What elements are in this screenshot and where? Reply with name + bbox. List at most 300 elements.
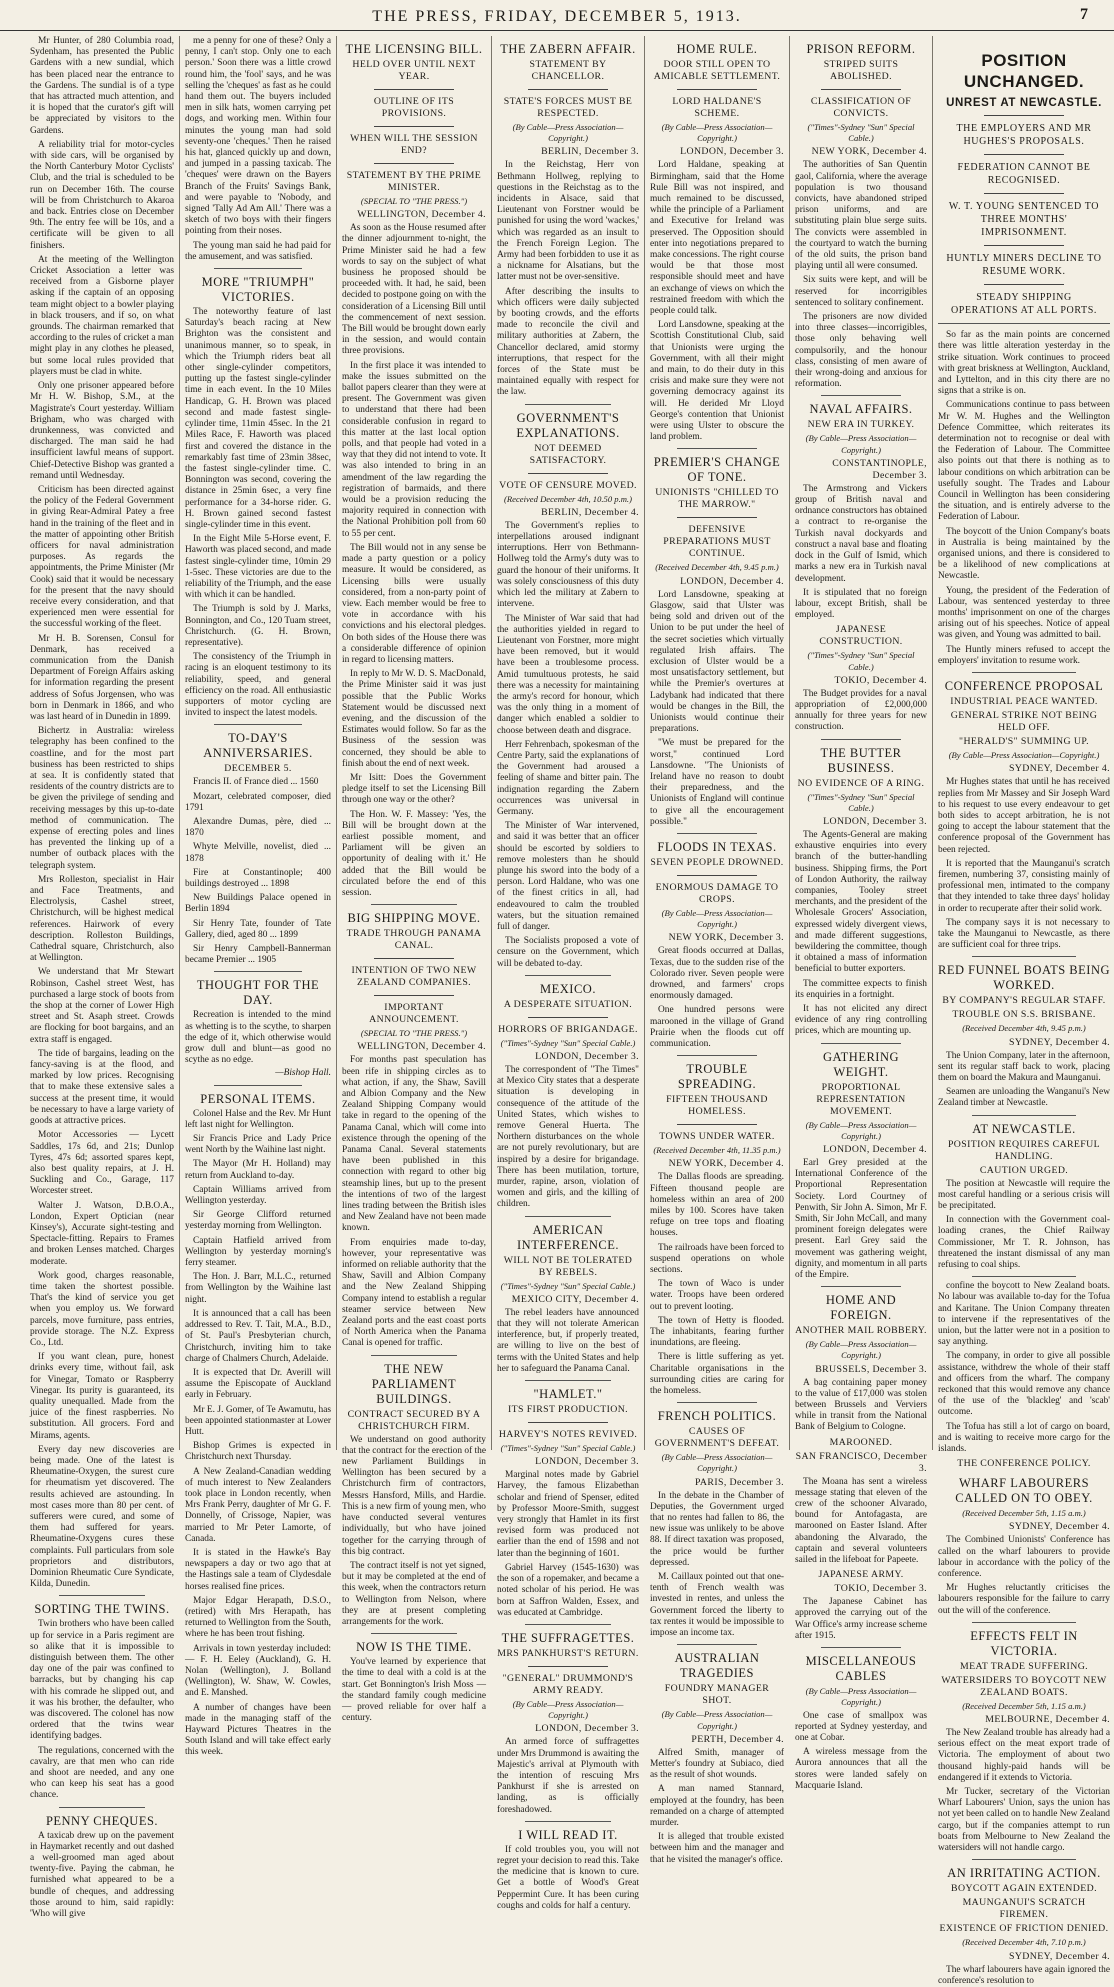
col4-paras1 (497, 160, 639, 398)
paragraph: Bishop Grimes is expected in Christchurch next Thursday. (185, 1441, 331, 1463)
paragraph: Mr H. B. Sorensen, Consul for Denmark, has received a communication from the Danish Department of Foreign Affairs asking for information regarding the present address of Sofus Jorgensen, who was born in Denmark in 1866, and who was last heard of in Dunedin in 1899. (30, 633, 174, 722)
divider (371, 1633, 457, 1634)
paragraph: After describing the insults to which officers were daily subjected by booting crowds, and the efforts made to reconcile the civil and military authorities at Zabern, the Chancellor declared, amid stormy interruptions, that respect for the forces of the State must be maintained equally with respect for the law. (497, 286, 639, 398)
heading-floods-texas: FLOODS IN TEXAS. (657, 839, 777, 854)
deck-french (650, 1426, 784, 1450)
paragraph: The Socialists proposed a vote of censure on the Government, which will be debated to-day. (497, 936, 639, 969)
paragraph: It is expected that Dr. Averill will assume the Episcopate of Auckland early in February. (185, 1367, 331, 1401)
deck-mexico (497, 999, 639, 1036)
column-3 (342, 36, 492, 1724)
paragraph: Francis II. of France died ... 1560 (193, 777, 319, 788)
paragraph: The Combined Unionists' Conference has called on the wharf labourers to provide labour in accordance with the policy of the conference. (938, 1535, 1110, 1580)
deck-hamlet (497, 1404, 639, 1441)
section-heading: AN IRRITATING ACTION. (947, 1866, 1101, 1881)
col5-paras3 (650, 946, 784, 1050)
sub-heading: STRIPED SUITS ABOLISHED. (823, 59, 899, 82)
paragraph: Lord Haldane, speaking at Birmingham, said that the Home Rule Bill was not inspired, and much remained to be discussed, while the principle of a Parliament and Executive for Ireland was preserved. The Opposition should enter into negotiations prepared to make concessions. The right course would be that those most responsible should meet and have an exchange of views on which the restrained freedom with which the people could talk. (650, 160, 784, 317)
divider (374, 163, 454, 164)
divider (677, 1124, 757, 1125)
dateline: BERLIN, December 3. (541, 146, 639, 158)
col6-paras2 (795, 484, 927, 621)
paragraph: Bichertz in Australia: wireless telegraphy has been confined to the coastline, and for the most part business has been restricted to ships at sea. It is confidently stated that residents of the country districts are to be given the privilege of sending and receiving messages by this up-to-date method of communication. The expense of erecting poles and lines has prevented the linking up of a number of outback places with the telegraph system. (30, 726, 174, 871)
paragraph: Mr Isitt: Does the Government pledge itself to set the Licensing Bill through one way or the other? (342, 772, 486, 806)
paragraph: Major Edgar Herapath, D.S.O., (retired) with Mrs Herapath, has returned to Wellington from the South, where he has been trout fishing. (185, 1595, 331, 1640)
credit: (Received December 4th, 11.35 p.m.) (653, 1145, 781, 1156)
paragraph: In reply to Mr W. D. S. MacDonald, the Prime Minister said it was just possible that the Public Works Statement would be discussed next evening, and the discussion of the Estimates would follow. So far as the Business of the session was concerned, they should be able to finish about the end of next week. (342, 669, 486, 769)
heading-premier-change: PREMIER'S CHANGE OF TONE. (653, 455, 781, 485)
divider (972, 672, 1075, 673)
heading-australian-tragedies: AUSTRALIAN TRAGEDIES (674, 1651, 760, 1681)
lead-deck: HUNTLY MINERS DECLINE TO RESUME WORK. (946, 253, 1102, 278)
paragraph: Mozart, celebrated composer, died 1791 (185, 791, 331, 813)
thought-attribution: —Bishop Hall. (275, 1068, 331, 1079)
paragraph: The Tofua has still a lot of cargo on board, and is waiting to receive more cargo for the islands. (938, 1421, 1110, 1455)
paragraph: There is little suffering as yet. Charitable organisations in the surrounding cities are caring for the homeless. (650, 1352, 784, 1397)
paragraph: Mrs Rolleston, specialist in Hair and Face Treatments, and Electrolysis, Cashel street, Christchurch, will be highest medical references. Hairwork of every description. Rolleston Buildings, Cathedral square, Christchurch, also at Wellington. (30, 874, 174, 964)
paragraph: It is alleged that trouble existed between him and the manager and that he visited the manager's office. (650, 1832, 784, 1865)
paragraph: Young, the president of the Federation of Labour, was sentenced yesterday to three months' imprisonment on one of the charges arising out of his speeches. Notice of appeal was given, and Young was admitted to bail. (938, 585, 1110, 641)
lead-deck: THE EMPLOYERS AND MR HUGHES'S PROPOSALS. (956, 123, 1092, 148)
paragraph: The correspondent of "The Times" at Mexico City states that a desperate situation is developing in consequence of the attitude of the United States, which wishes to remove General Huerta. The Northern disturbances on the whole are not purely revolutionary, but are inspired by a desire for brigandage. There has been mutilation, torture, murder, rapine, arson, violation of women and girls, and the killing of children. (497, 1065, 639, 1210)
divider (677, 517, 757, 518)
paragraph: Only one prisoner appeared before Mr H. W. Bishop, S.M., at the Magistrate's Court yesterday. William Brigham, who was charged with drunkenness, was convicted and discharged. The man said he had insufficient lawful means of support. Chief-Detective Bishop was granted a remand until Wednesday. (30, 381, 174, 481)
divider (374, 958, 454, 959)
lead-deck: FEDERATION CANNOT BE RECOGNISED. (957, 162, 1091, 187)
sub-heading: CLASSIFICATION OF CONVICTS. (810, 96, 912, 119)
credit: (By Cable—Press Association—Copyright.) (512, 122, 624, 144)
divider (374, 995, 454, 996)
dateline: LONDON, December 3. (535, 1456, 639, 1468)
paragraph: Gabriel Harvey (1545-1630) was the son of a ropemaker, and became a noted scholar of his period. He was born at Saffron Walden, Essex, and was educated at Cambridge. (497, 1562, 639, 1618)
sub-heading: HARVEY'S NOTES REVIVED. (498, 1429, 638, 1441)
paragraph: Sir George Clifford returned yesterday morning from Wellington. (185, 1210, 331, 1232)
col2-paras4 (185, 1109, 331, 1759)
dateline: LONDON, December 4. (823, 1144, 927, 1155)
sub-heading: MAUNGANUI'S SCRATCH FIREMEN. (962, 1897, 1086, 1921)
deck-naval (795, 419, 927, 431)
deck-home-foreign (795, 1325, 927, 1337)
dateline: SYDNEY, December 4. (1008, 763, 1110, 775)
divider (677, 1402, 757, 1403)
paragraph: The town of Waco is under water. Troops have been ordered out to prevent looting. (650, 1279, 784, 1312)
divider (528, 473, 608, 474)
dateline: PERTH, December 4. (691, 1733, 784, 1745)
col3-paras1 (342, 223, 486, 899)
section-heading: RED FUNNEL BOATS BEING WORKED. (938, 963, 1110, 993)
divider (821, 395, 900, 396)
thought-text: Recreation is intended to the mind as whetting is to the scythe, to sharpen the edge of it, which otherwise would grow dull and blunt—as good no scythe as no edge. (185, 1010, 331, 1066)
sub-heading: "HERALD'S" SUMMING UP. (959, 736, 1089, 748)
paragraph: Lord Lansdowne, speaking at Glasgow, said that Ulster was being sold and driven out of the Union to be put under the heel of the secret societies which virtually regulated Irish affairs. The exclusion of Ulster would be a most unsatisfactory settlement, but while the Premier's overtures at Ladybank had indicated that there would be changes in the Bill, the Unionists would continue their preparations. (650, 589, 784, 735)
divider (972, 956, 1075, 957)
paragraph: The town of Hetty is flooded. The inhabitants, fearing further inundations, are fleeing. (650, 1315, 784, 1349)
paragraph: Mr E. J. Gomer, of Te Awamutu, has been appointed stationmaster at Lower Hutt. (185, 1404, 331, 1437)
paragraph: The Agents-General are making exhaustive enquiries into every branch of the butter-handling business. Shipping firms, the Port of London Authority, the railway companies, Tooley street merchants, and the president of the Wholesale Grocers' Association, expressed widely divergent views, and made different suggestions, bewildering the committee, though it obtained a mass of information beneficial to butter exporters. (795, 829, 927, 975)
heading-japanese-construction: JAPANESE CONSTRUCTION. (819, 624, 903, 648)
divider (972, 1859, 1075, 1860)
col2-paras1 (185, 307, 331, 719)
paragraph: The Budget provides for a naval appropriation of £2,000,000 annually for three years for new construction. (795, 688, 927, 733)
lead-subheadline: UNREST AT NEWCASTLE. (946, 97, 1102, 109)
deck-gathering (795, 1082, 927, 1118)
sub-heading: INTENTION OF TWO NEW ZEALAND COMPANIES. (351, 965, 477, 989)
sub-heading: INDUSTRIAL PEACE WANTED. (950, 696, 1098, 708)
heading-licensing-bill: THE LICENSING BILL. (345, 42, 483, 56)
divider (984, 154, 1064, 155)
paragraph: Alexandre Dumas, père, died ... 1870 (185, 816, 331, 839)
paragraph: Mr Hughes states that until he has received replies from Mr Massey and Sir Joseph Ward to his request to use every endeavour to get both sides to accept arbitration, he is not going to accept the labour statement that the conference proposal of the Government has been rejected. (938, 777, 1110, 855)
sub-heading: NO EVIDENCE OF A RING. (797, 777, 925, 789)
column-4 (497, 36, 645, 1911)
sub-heading: MRS PANKHURST'S RETURN. (497, 1647, 639, 1659)
dateline: TOKIO, December 3. (834, 1583, 927, 1595)
heading-home-and-foreign: HOME AND FOREIGN. (825, 1293, 897, 1323)
col5-paras2 (650, 590, 784, 828)
divider (214, 724, 302, 725)
credit: ("Times"-Sydney "Sun" Special Cable.) (500, 1443, 636, 1454)
paragraph: If cold troubles you, you will not regret your decision to read this. Take the medicine that is known to cure. Get a bottle of Wood's Great Peppermint Cure. It has been curing coughs and colds for half a century. (497, 1844, 639, 1911)
sub-heading: ITS FIRST PRODUCTION. (507, 1404, 629, 1416)
divider (984, 115, 1064, 116)
section-heading: AT NEWCASTLE. (972, 1121, 1076, 1136)
divider (677, 833, 757, 834)
credit: (By Cable—Press Association—Copyright.) (661, 122, 773, 144)
paragraph: The company, in order to give all possible assistance, withdrew the whole of their staff and officers from the wharf. The company reckoned that this would remove any chance of the use of the 'blackleg' and 'scab' outcome. (938, 1351, 1110, 1418)
paragraph: Mr Tucker, secretary of the Victorian Wharf Labourers' Union, says the union has not yet been called on to handle New Zealand cargo, but if the companies attempt to run boats from Melbourne to New Zealand the watersiders will not handle cargo. (938, 1787, 1110, 1854)
heading-trouble-spreading: TROUBLE SPREADING. (677, 1062, 757, 1092)
dateline: SYDNEY, December 4. (1008, 1950, 1110, 1962)
paragraph: Whyte Melville, novelist, died ... 1878 (185, 842, 331, 864)
sub-heading: LORD HALDANE'S SCHEME. (672, 96, 762, 119)
col1-paras (30, 36, 174, 1590)
heading-mexico: MEXICO. (540, 981, 596, 996)
paragraph: Arrivals in town yesterday included:— F. H. Eeley (Auckland), G. H. Nolan (Wellington), J. Bolland (Wellington), W. Shaw, W. Cowles, and E. Manshed. (185, 1643, 331, 1699)
credit: ("Times"-Sydney "Sun" Special Cable.) (807, 122, 915, 144)
lead-deck: STEADY SHIPPING OPERATIONS AT ALL PORTS. (950, 292, 1098, 317)
sub-heading: VOTE OF CENSURE MOVED. (499, 479, 637, 491)
paragraph: Seamen are unloading the Wanganui's New Zealand timber at Newcastle. (938, 1087, 1110, 1109)
sub-heading: BY COMPANY'S REGULAR STAFF. (942, 995, 1106, 1007)
paragraph: It is stated in the Hawke's Bay newspapers a day or two ago that at the Hastings sale a team of Clydesdale horses realised fine prices. (185, 1547, 331, 1592)
paragraph: A man named Stannard, employed at the foundry, has been remanded on a charge of attempted murder. (650, 1784, 784, 1828)
dateline: MELBOURNE, December 4. (985, 1714, 1110, 1726)
credit: (By Cable—Press Association—Copyright.) (661, 1709, 773, 1731)
paragraph: The prisoners are now divided into three classes—incorrigibles, those only behaving well compulsorily, and the honour class, consisting of men aware of their wrong-doing and anxious for reformation. (795, 312, 927, 390)
col4-paras5 (497, 1470, 639, 1619)
heading-thought: THOUGHT FOR THE DAY. (196, 978, 320, 1008)
credit: (By Cable—Press Association—Copyright.) (661, 907, 773, 930)
paragraph: For months past speculation has been rife in shipping circles as to what action, if any, the Shaw, Savill and Albion Company and the New Zealand Shipping Company would take in regard to the opening of the Panama Canal, which will come into existence through the opening of the Panama Canal. Several statements have been published in this connection with regard to other big steamship lines, but up to the present the intentions of two of the largest lines trading between the British isles and New Zealand have not been made known. (342, 1055, 486, 1234)
paragraph: Walter J. Watson, D.B.O.A., London, Expert Optician (near Kinsey's), Accurate sight-testing and Spectacle-fitting. Repairs to Frames and broken Lenses matched. Charges moderate. (30, 1200, 174, 1267)
divider (984, 245, 1064, 246)
paragraph: The Mayor (Mr H. Holland) may return from Auckland to-day. (185, 1159, 331, 1181)
sub-heading: SEVEN PEOPLE DROWNED. (650, 856, 784, 868)
paragraph: The Japanese Cabinet has approved the carrying out of the War Office's army increase scheme after 1915. (795, 1597, 927, 1641)
col4-paras3 (497, 1065, 639, 1211)
heading-hamlet: "HAMLET." (533, 1387, 603, 1402)
col6-paras1 (795, 160, 927, 390)
divider (525, 1821, 610, 1822)
col4-paras2 (497, 521, 639, 970)
credit: (Received December 4th, 9.45 p.m.) (655, 562, 779, 573)
sub-heading: WILL NOT BE TOLERATED BY REBELS. (503, 1254, 633, 1278)
dateline: BERLIN, December 4. (541, 506, 639, 518)
credit: (SPECIAL TO "THE PRESS.") (360, 196, 468, 206)
paragraph: If you want clean, pure, honest drinks every time, without fail, ask for Vinegar, Tomato or Raspberry Vinegar. Its purity is guaranteed, its quality unequalled. Made from the juice of the finest raspberries. No substitution. All grocers. Ford and Mirams, agents. (30, 1352, 174, 1441)
divider (821, 1043, 900, 1044)
paragraph: Alfred Smith, manager of Metter's foundry at Subiaco, died as the result of shot wounds. (650, 1747, 784, 1781)
paragraph: Marginal notes made by Gabriel Harvey, the famous Elizabethan scholar and friend of Spenser, edited by Professor Moore-Smith, suggest very strongly that Hamlet in its first revised form was produced not earlier than the end of 1598 and not later than the beginning of 1601. (497, 1470, 639, 1559)
credit: (By Cable—Press Association—Copyright.) (805, 433, 917, 455)
dateline: BRUSSELS, December 3. (815, 1363, 927, 1375)
lead-story-position-unchanged (938, 36, 1110, 1986)
paragraph: At the meeting of the Wellington Cricket Association a letter was received from a Gisborne player asking if the captain of an opposing team might object to a bowler playing in black trousers, and if so, on what grounds. The chairman remarked that according to the rules of cricket a man might play in any clothes he pleased, but some local rules provided that players must be clad in white. (30, 254, 174, 377)
paragraph: Every day new discoveries are being made. One of the latest is Rheumatine-Oxygen, the surest cure for rheumatism yet discovered. The results achieved are astounding. In most cases more than 80 per cent. of sufferers were cured, and some of them had suffered for years. Rheumatine-Oxygens cures these complaints. Full particulars from sole proprietors and distributors, Dominion Rheumatic Cure Syndicate, Kilda, Dunedin. (30, 1444, 174, 1590)
column-6 (795, 36, 933, 1791)
sub-heading: "GENERAL" DRUMMOND'S ARMY READY. (502, 1672, 634, 1696)
deck-trouble (650, 1094, 784, 1143)
credit: ("Times"-Sydney "Sun" Special Cable.) (500, 1280, 636, 1291)
heading-govt-explanations: GOVERNMENT'S EXPLANATIONS. (516, 410, 620, 440)
page-number: 7 (1080, 6, 1088, 23)
sub-heading: FIFTEEN THOUSAND HOMELESS. (666, 1094, 768, 1118)
dateline: PARIS, December 3. (694, 1476, 784, 1488)
heading-american-interference: AMERICAN INTERFERENCE. (517, 1222, 619, 1252)
paragraph: Herr Fehrenbach, spokesman of the Centre Party, said the explanations of the Government had aroused a feeling of shame and bitter pain. The indignation regarding the Zabern occurrences was universal in Germany. (497, 739, 639, 817)
section-heading: WHARF LABOURERS CALLED ON TO OBEY. (955, 1476, 1093, 1506)
divider (972, 1622, 1075, 1623)
paragraph: One case of smallpox was reported at Sydney yesterday, and one at Cobar. (795, 1710, 927, 1743)
divider (371, 1355, 457, 1356)
dateline: NEW YORK, December 4. (668, 1158, 784, 1170)
heading-french-politics: FRENCH POLITICS. (657, 1409, 777, 1424)
deck-suffragettes (497, 1648, 639, 1697)
deck-parliament (342, 1409, 486, 1433)
divider (972, 1276, 1075, 1277)
credit: (Received December 4th, 7.10 p.m.) (962, 1937, 1086, 1948)
paragraph: Captain Hatfield arrived from Wellington by yesterday morning's ferry steamer. (185, 1235, 331, 1269)
paragraph: In the debate in the Chamber of Deputies, the Government urged that no rentes had fallen to 86, the new issue was unlikely to be above 88. If direct taxation was proposed, the price would be further depressed. (650, 1490, 784, 1568)
paragraph: So far as the main points are concerned there was little alteration yesterday in the strike situation. Work continues to proceed with great briskness at Wellington, Auckland, and Lyttelton, and in this city there are no signs that a strike is on. (938, 330, 1110, 397)
credit: (By Cable—Press Association—Copyright.) (661, 1452, 773, 1474)
sub-heading: TROUBLE ON S.S. BRISBANE. (952, 1009, 1096, 1021)
dateline: CONSTANTINOPLE, December 3. (832, 457, 927, 481)
dateline: LONDON, December 3. (535, 1051, 639, 1062)
masthead (0, 0, 1114, 31)
divider (525, 1380, 610, 1381)
heading-i-will-read-it: I WILL READ IT. (518, 1827, 618, 1842)
heading-anniversaries: TO-DAY'S ANNIVERSARIES. (203, 731, 313, 761)
credit: (SPECIAL TO "THE PRESS.") (360, 1028, 468, 1039)
paragraph: A wireless message from the Aurora announces that all the stores were landed safely on Macquarie Island. (795, 1747, 927, 1791)
paragraph: As soon as the House resumed after the dinner adjournment to-night, the Prime Minister said he had a few words to say on the subject of what business he proposed should be proceeded with. It had, he said, been decided to postpone going on with the consideration of a Licensing Bill until the commencement of next session. The Bill would be brought down early in the session, and would contain three provisions. (342, 223, 486, 357)
divider (677, 1055, 757, 1056)
col1-paras2 (30, 1619, 174, 1801)
sub-heading: POSITION REQUIRES CAREFUL HANDLING. (947, 1138, 1101, 1162)
deck-tragedies (650, 1683, 784, 1707)
sub-heading: THE CONFERENCE POLICY. (957, 1458, 1091, 1470)
paragraph: The Minister of War intervened, and said it was better that an officer should be escorted by soldiers to remove molesters than he should plunge his sword into the body of a person. Lord Haldane, who was one of the finest critics in all, had endeavoured to calm the troubled waters, but the situation remained full of danger. (497, 821, 639, 932)
deck-butter (795, 778, 927, 790)
deck-licensing (342, 59, 486, 194)
sub-heading: DOOR STILL OPEN TO AMICABLE SETTLEMENT. (653, 59, 781, 82)
sub-heading: NOT DEEMED SATISFACTORY. (529, 442, 607, 466)
divider (972, 1115, 1075, 1116)
paragraph: It is stipulated that no foreign labour, except British, shall be employed. (795, 587, 927, 621)
paragraph: In the Eight Mile 5-Horse event, F. Haworth was placed second, and made fastest single-cylinder time, 10min 29 1-5sec. These victories are due to the reliability of the Triumph, and the ease with which it can be handled. (185, 534, 331, 601)
col5-paras6 (650, 1748, 784, 1866)
paragraph: A New Zealand-Canadian wedding of much interest to New Zealanders took place in London recently, when Mrs Frank Perry, daughter of Mr G. F. Donnelly, of Crissoge, Napier, was married to Mr Peter Lamorte, of Canada. (185, 1466, 331, 1544)
divider (821, 89, 901, 90)
dateline: WELLINGTON, December 4. (357, 1041, 486, 1053)
paragraph: M. Caillaux pointed out that one-tenth of French wealth was invested in rentes, and unless the Government forced the liberty to tax rentes it would be impossible to impose an income tax. (650, 1572, 784, 1639)
dateline: SAN FRANCISCO, December 3. (795, 1450, 927, 1474)
paragraph: Sir Francis Price and Lady Price went North by the Waihine last night. (185, 1134, 331, 1156)
paragraph: Communications continue to pass between Mr W. M. Hughes and the Wellington Defence Committee, which reiterates its determination not to recognise or deal with the Federation of Labour. The Committee also points out that there is nothing as to labour conditions on which arbitration can be usefully sought. The Trades and Labour Council in Wellington has been considering the situation, and is entirely adverse to the Federation of Labour. (938, 400, 1110, 523)
paragraph: It is reported that the Maunganui's scratch firemen, numbering 37, consisting mainly of professional men, intimated to the company that they intended to take three days' holiday in order to recuperate after their solid work. (938, 858, 1110, 914)
heading-sorting-twins: SORTING THE TWINS. (34, 1602, 170, 1617)
sub-heading: CAUSES OF GOVERNMENT'S DEFEAT. (654, 1426, 780, 1450)
divider (214, 971, 302, 972)
sub-heading: NEW ERA IN TURKEY. (807, 419, 915, 431)
sub-heading: FOUNDRY MANAGER SHOT. (664, 1683, 770, 1707)
paragraph: The Dallas floods are spreading. Fifteen thousand people are homeless within an area of 200 miles by 100. Scores have taken refuge on tree tops and floating houses. (650, 1172, 784, 1239)
divider (525, 975, 610, 976)
heading-penny-cheques: PENNY CHEQUES. (45, 1813, 159, 1828)
paragraph: The contract itself is not yet signed, but it may be completed at the end of this week, when the contractors return to Wellington from Nelson, where they are at present completing arrangements for the work. (342, 1560, 486, 1627)
divider (59, 1807, 145, 1808)
column-1 (30, 36, 180, 1920)
deck-floods (650, 857, 784, 906)
paragraph: Earl Grey presided at the International Conference of the Proportional Representation Society. Lord Courtney of Penwith, Sir John A. Simon, Mr F. Smith, Sir John McCall, and many prominent foreign delegates were present. Earl Grey said the movement was gathering weight, dignity, and momentum in all parts of the Empire. (795, 1158, 927, 1281)
credit: (By Cable—Press Association—Copyright.) (805, 1119, 917, 1141)
column-2 (185, 36, 337, 1758)
paragraph: Six suits were kept, and will be reserved for incorrigibles sentenced to solitary confinement. (795, 275, 927, 308)
paragraph: The Minister of War said that had the authorities yielded in regard to Lieutenant von Forstner, more might have been removed, but it would have been a troublesome process. Amid tumultuous protests, he said there was a necessity for maintaining the army's record for honour, which was the only thing in a moment of danger which enabled a soldier to choose between death and disgrace. (497, 613, 639, 736)
divider (938, 323, 1110, 324)
sub-heading: STATEMENT BY THE PRIME MINISTER. (346, 170, 482, 193)
col4-paras6 (497, 1737, 639, 1815)
credit: (By Cable—Press Association—Copyright.) (805, 1339, 917, 1361)
col6-paras7 (795, 1477, 927, 1567)
paragraph: New Buildings Palace opened in Berlin 1894 (185, 893, 331, 915)
paragraph: Great floods occurred at Dallas, Texas, due to the sudden rise of the Colorado river. Seven people were drowned, and farmers' crops enormously damaged. (650, 946, 784, 1002)
divider (677, 448, 757, 449)
heading-home-rule: HOME RULE. (676, 42, 758, 56)
anniversaries-date: DECEMBER 5. (224, 763, 292, 775)
credit: (By Cable—Press Association—Copyright.) (805, 1686, 917, 1708)
paragraph: The consistency of the Triumph in racing is an eloquent testimony to its reliability, speed, and general efficiency on the road. All enthusiastic supporters of motor cycling are invited to inspect the latest models. (185, 652, 331, 719)
paragraph: From enquiries made to-day, however, your representative was informed on reliable authority that the Shaw, Savill and Albion Company and the New Zealand Shipping Company intend to establish a regular steamer service between New Zealand ports and the east coast ports of North America when the Panama Canal is opened for traffic. (342, 1237, 486, 1349)
divider (677, 875, 757, 876)
paragraph: Sir Henry Tate, founder of Tate Gallery, died, aged 80 ... 1899 (185, 918, 331, 940)
paragraph: The position at Newcastle will require the most careful handling or a serious crisis will be precipitated. (938, 1178, 1110, 1211)
credit: (By Cable—Press Association—Copyright.) (948, 750, 1100, 761)
paragraph: It has not elicited any direct evidence of any ring controlling prices, which are mounting up. (795, 1003, 927, 1037)
divider (821, 1647, 900, 1648)
masthead-title: THE PRESS, FRIDAY, DECEMBER 5, 1913. (372, 8, 742, 25)
deck-premier (650, 487, 784, 560)
dateline: LONDON, December 3. (680, 146, 784, 158)
credit: ("Times"-Sydney "Sun" Special Cable.) (807, 650, 915, 672)
credit: (Received December 5th, 1.15 a.m.) (962, 1508, 1086, 1519)
paragraph: Twin brothers who have been called up for service in a Paris regiment are so alike that it is impossible to distinguish between them. The other day one of the pair was confined to barracks, but by changing his cap with his comrade he slipped out, and it was his brother, the defaulter, who was discovered. The colonel has now ordered that the twins wear identifying badges. (30, 1619, 174, 1742)
paragraph: Motor Accessories — Lycett Saddles, 17s 6d, and 21s; Dunlop Tyres, 47s 6d; assorted spares kept, also best quality repairs, at J. H. Suckling and Co., Garage, 117 Worcester street. (30, 1130, 174, 1197)
paragraph: Sir Henry Campbell-Bannerman became Premier ... 1905 (185, 944, 331, 966)
deck-prison (795, 59, 927, 120)
deck-home-rule (650, 59, 784, 120)
paragraph: A taxicab drew up on the pavement in Haymarket recently and out dashed a well-groomed man aged about twenty-five. Paying the cabman, he furnished what appeared to be a bundle of cheques, and addressing those around to him, said rapidly: 'Who will give (30, 1830, 174, 1920)
paragraph: The committee expects to finish its enquiries in a fortnight. (795, 978, 927, 1000)
paragraph: A bag containing paper money to the value of £17,000 was stolen between Brussels and Verviers while in transit from the National Bank of Belgium to Cologne. (795, 1377, 927, 1433)
heading-prison-reform: PRISON REFORM. (806, 42, 916, 56)
sub-heading: TRADE THROUGH PANAMA CANAL. (346, 928, 482, 952)
paragraph: Colonel Halse and the Rev. Mr Hunt left last night for Wellington. (185, 1108, 331, 1130)
sub-heading: CONTRACT SECURED BY A CHRISTCHURCH FIRM. (347, 1408, 481, 1432)
paragraph: The young man said he had paid for the amusement, and was satisfied. (185, 240, 331, 262)
deck-zabern (497, 59, 639, 120)
heading-big-shipping: BIG SHIPPING MOVE. (347, 911, 481, 926)
sub-heading: IMPORTANT ANNOUNCEMENT. (369, 1002, 459, 1026)
sub-heading: STATE'S FORCES MUST BE RESPECTED. (503, 96, 633, 119)
divider (59, 1595, 145, 1596)
heading-gathering-weight: GATHERING WEIGHT. (822, 1049, 900, 1079)
paragraph: The Triumph is sold by J. Marks, Bonnington, and Co., 120 Tuam street, Christchurch. (G. H. Brown, representative). (185, 604, 331, 648)
paragraph: An armed force of suffragettes under Mrs Drummond is awaiting the Majestic's arrival at Plymouth with the intention of rescuing Mrs Pankhurst if she is arrested on landing, as is officially foreshadowed. (497, 1737, 639, 1815)
sub-heading: CAUTION URGED. (979, 1164, 1069, 1176)
dateline: WELLINGTON, December 4. (357, 209, 486, 221)
sub-heading: MEAT TRADE SUFFERING. (959, 1660, 1089, 1672)
paragraph: A number of changes have been made in the managing staff of the Hayward Pictures Theatres in the South Island and will take effect early this week. (185, 1702, 331, 1758)
col6-paras4 (795, 830, 927, 1038)
paragraph: "We must be prepared for the worst," continued Lord Lansdowne. "The Unionists of Ireland have no reason to doubt their preparedness, and the Unionists of England will continue to give all the encouragement possible." (650, 738, 784, 827)
paragraph: The Huntly miners refused to accept the employers' invitation to resume work. (938, 644, 1110, 666)
divider (528, 1666, 608, 1667)
paragraph: Captain Williams arrived from Wellington yesterday. (185, 1184, 331, 1207)
paragraph: The company says it is not necessary to take the Maunganui to Newcastle, as there are sufficient coal for three trips. (938, 917, 1110, 951)
paragraph: The regulations, concerned with the cavalry, are that men who can ride and shoot are needed, and any one who can keep his seat has a good chance. (30, 1745, 174, 1801)
paragraph: A reliability trial for motor-cycles with side cars, will be organised by the North Canterbury Motor Cyclists' Club, and the trial is scheduled to be run on December 16th. The course will be from Christchurch to Akaroa and back. Entries close on December 9th. The entry fee will be 10s, and a certificate will be given to all finishers. (30, 139, 174, 251)
divider (374, 126, 454, 127)
credit: (Received December 5th, 1.15 a.m.) (962, 1700, 1086, 1711)
section-heading: EFFECTS FELT IN VICTORIA. (970, 1628, 1078, 1658)
sub-heading: EXISTENCE OF FRICTION DENIED. (939, 1923, 1109, 1935)
col6-paras8 (795, 1597, 927, 1642)
heading-butter-business: THE BUTTER BUSINESS. (820, 745, 902, 775)
paragraph: me a penny for one of these? Only a penny, I can't stop. Only one to each person.' Soon there was a little crowd round him, the 'fool' says, and he was selling the 'cheques' as fast as he could hand them out. The buyers included men in silk hats, women carrying pet dogs, and working men. Within four minutes the young man had sold seventy-one 'cheques.' Then he raised his hat, glanced quickly up and down, and jumped in a passing taxicab. The 'cheques' were drawn on the Bayers Branch of the Fruits' Savings Bank, and were payable to 'Nobody, and signed 'Tally Ad Am All.' There was a sketch of two boys with their fingers pointing from their noses. (185, 36, 331, 237)
divider (525, 404, 610, 405)
credit: (Received December 4th, 10.50 p.m.) (504, 493, 632, 504)
paragraph: The rebel leaders have announced that they will not tolerate American interference, but, if properly treated, are willing to live on the best of terms with the United States and help her to safeguard the Panama Canal. (497, 1307, 639, 1374)
paragraph: The noteworthy feature of last Saturday's beach racing at New Brighton was the consistent and unanimous manner, so to speak, in which the Triumph riders beat all other single-cylinder competitors, putting up the fastest single-cylinder time in each event. In the 10 Miles Handicap, G. H. Brown was placed second and made fastest single-cylinder time, 11min 45sec. In the 21 Miles Race, F. Haworth was placed first and covered the distance in the remarkably fast time of 23min 38sec, the fastest single-cylinder time. C. Bonnington was second, covering the distance in 25min 6sec, a very fine performance for a 34-horse rider. G. H. Brown gained second fastest single-cylinder time in this event. (185, 307, 331, 530)
heading-triumph: MORE "TRIUMPH" VICTORIES. (201, 275, 315, 305)
heading-japanese-army: JAPANESE ARMY. (818, 1569, 904, 1581)
divider (371, 904, 457, 905)
divider (525, 1624, 610, 1625)
divider (984, 284, 1064, 285)
divider (528, 89, 608, 90)
heading-miscellaneous-cables: MISCELLANEOUS CABLES (805, 1654, 917, 1684)
sub-heading: DEFENSIVE PREPARATIONS MUST CONTINUE. (663, 524, 771, 560)
anniversaries-list (185, 777, 331, 966)
sub-heading: BOYCOTT AGAIN EXTENDED. (951, 1883, 1097, 1895)
col4-paras7 (497, 1845, 639, 1912)
paragraph: The authorities of San Quentin gaol, California, where the average population is two thousand convicts, have abandoned striped prison uniforms, and are substituting plain blue serge suits. The convicts were assembled in the courtyard to watch the burning of the old suits, the prison band playing until all were consumed. (795, 160, 927, 272)
sub-heading: WATERSIDERS TO BOYCOTT NEW ZEALAND BOATS. (941, 1674, 1107, 1698)
col6-paras3 (795, 689, 927, 734)
heading-parliament-buildings: THE NEW PARLIAMENT BUILDINGS. (371, 1361, 457, 1406)
paragraph: The Hon. J. Barr, M.L.C., returned from Wellington by the Waihine last night. (185, 1272, 331, 1305)
